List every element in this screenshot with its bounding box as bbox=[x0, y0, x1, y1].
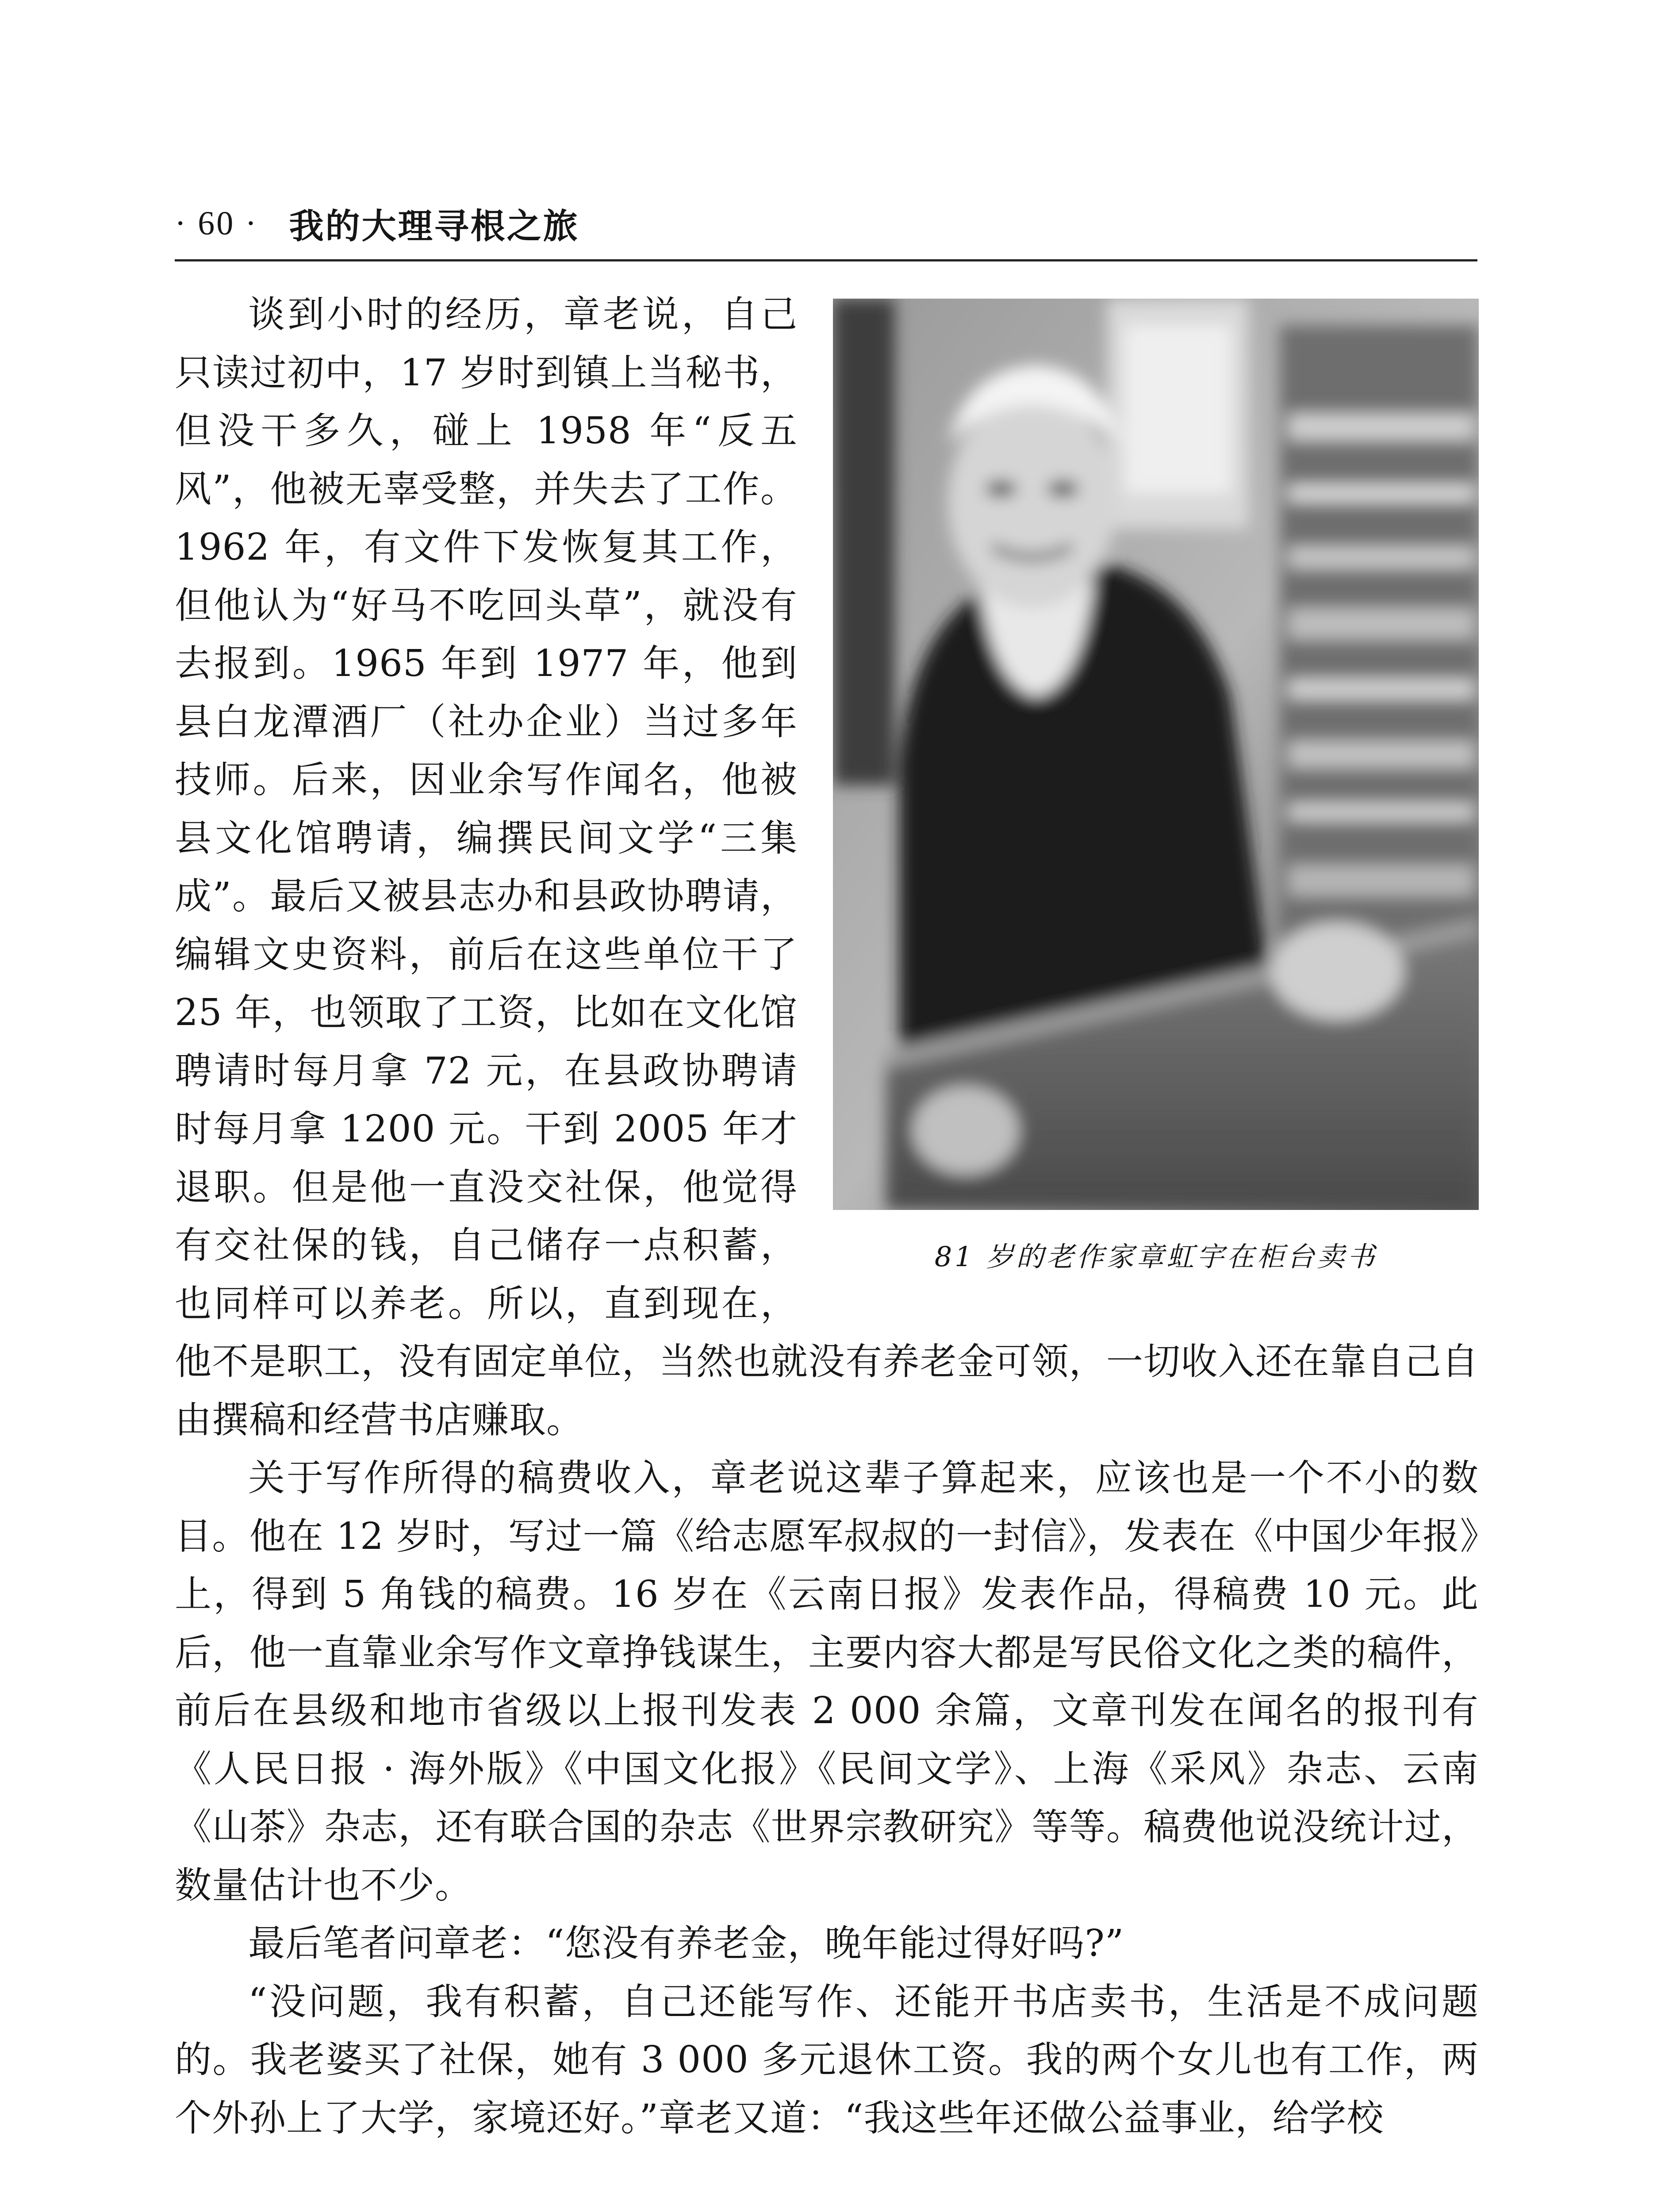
article-body bbox=[175, 285, 1479, 2147]
figure-caption: 81 岁的老作家章虹宇在柜台卖书 bbox=[934, 1240, 1377, 1273]
photo-old-writer-at-counter bbox=[833, 299, 1479, 1210]
figure bbox=[815, 299, 1479, 1298]
running-header bbox=[175, 190, 1475, 257]
page-number: · 60 · bbox=[175, 204, 258, 242]
header-rule bbox=[175, 259, 1477, 261]
paragraph: 谈到小时的经历，章老说，自己只读过初中，17 岁时到镇上当秘书，但没干多久，碰上 1958 年“反五风”，他被无辜受整，并失去了工作。1962 年，有文件下发恢复其工作，但他认为“好马不吃回头草”，就没有去报到。1965 年到 1977 年，他到县白龙潭酒厂（社办企业）当过多年技师。后来，因业余写作闻名，他被县文化馆聘请，编撰民间文学“三集成”。最后又被县志办和县政协聘请，编辑文史资料，前后在这些单位干了 25 年，也领取了工资，比如在文化馆聘请时每月拿 72 元，在县政协聘请时每月拿 1200 元。干到 2005 年才退职。但是他一直没交社保，他觉得有交社保的钱，自己储存一点积蓄，也同样可以养老。所以，直到现在，他不是职工，没有固定单位，当然也就没有养老金可领，一切收入还在靠自己自由撰稿和经营书店赚取。 bbox=[175, 293, 1479, 1441]
book-title: 我的大理寻根之旅 bbox=[289, 207, 579, 246]
paragraph: 关于写作所得的稿费收入，章老说这辈子算起来，应该也是一个不小的数目。他在 12 岁时，写过一篇《给志愿军叔叔的一封信》，发表在《中国少年报》上，得到 5 角钱的稿费。16 岁在《云南日报》发表作品，得稿费 10 元。此后，他一直靠业余写作文章挣钱谋生，主要内容大都是写民俗文化之类的稿件，前后在县级和地市省级以上报刊发表 2 000 余篇，文章刊发在闻名的报刊有《人民日报 · 海外版》《中国文化报》《民间文学》、上海《采风》杂志、云南《山茶》杂志，还有联合国的杂志《世界宗教研究》等等。稿费他说没统计过，数量估计也不少。 bbox=[175, 1456, 1479, 1907]
paragraph: 最后笔者问章老：“您没有养老金，晚年能过得好吗?” bbox=[248, 1922, 1124, 1965]
paragraph: “没问题，我有积蓄，自己还能写作、还能开书店卖书，生活是不成问题的。我老婆买了社保，她有 3 000 多元退休工资。我的两个女儿也有工作，两个外孙上了大学，家境还好。”章老又道：“我这些年还做公益事业，给学校 bbox=[175, 1980, 1479, 2139]
